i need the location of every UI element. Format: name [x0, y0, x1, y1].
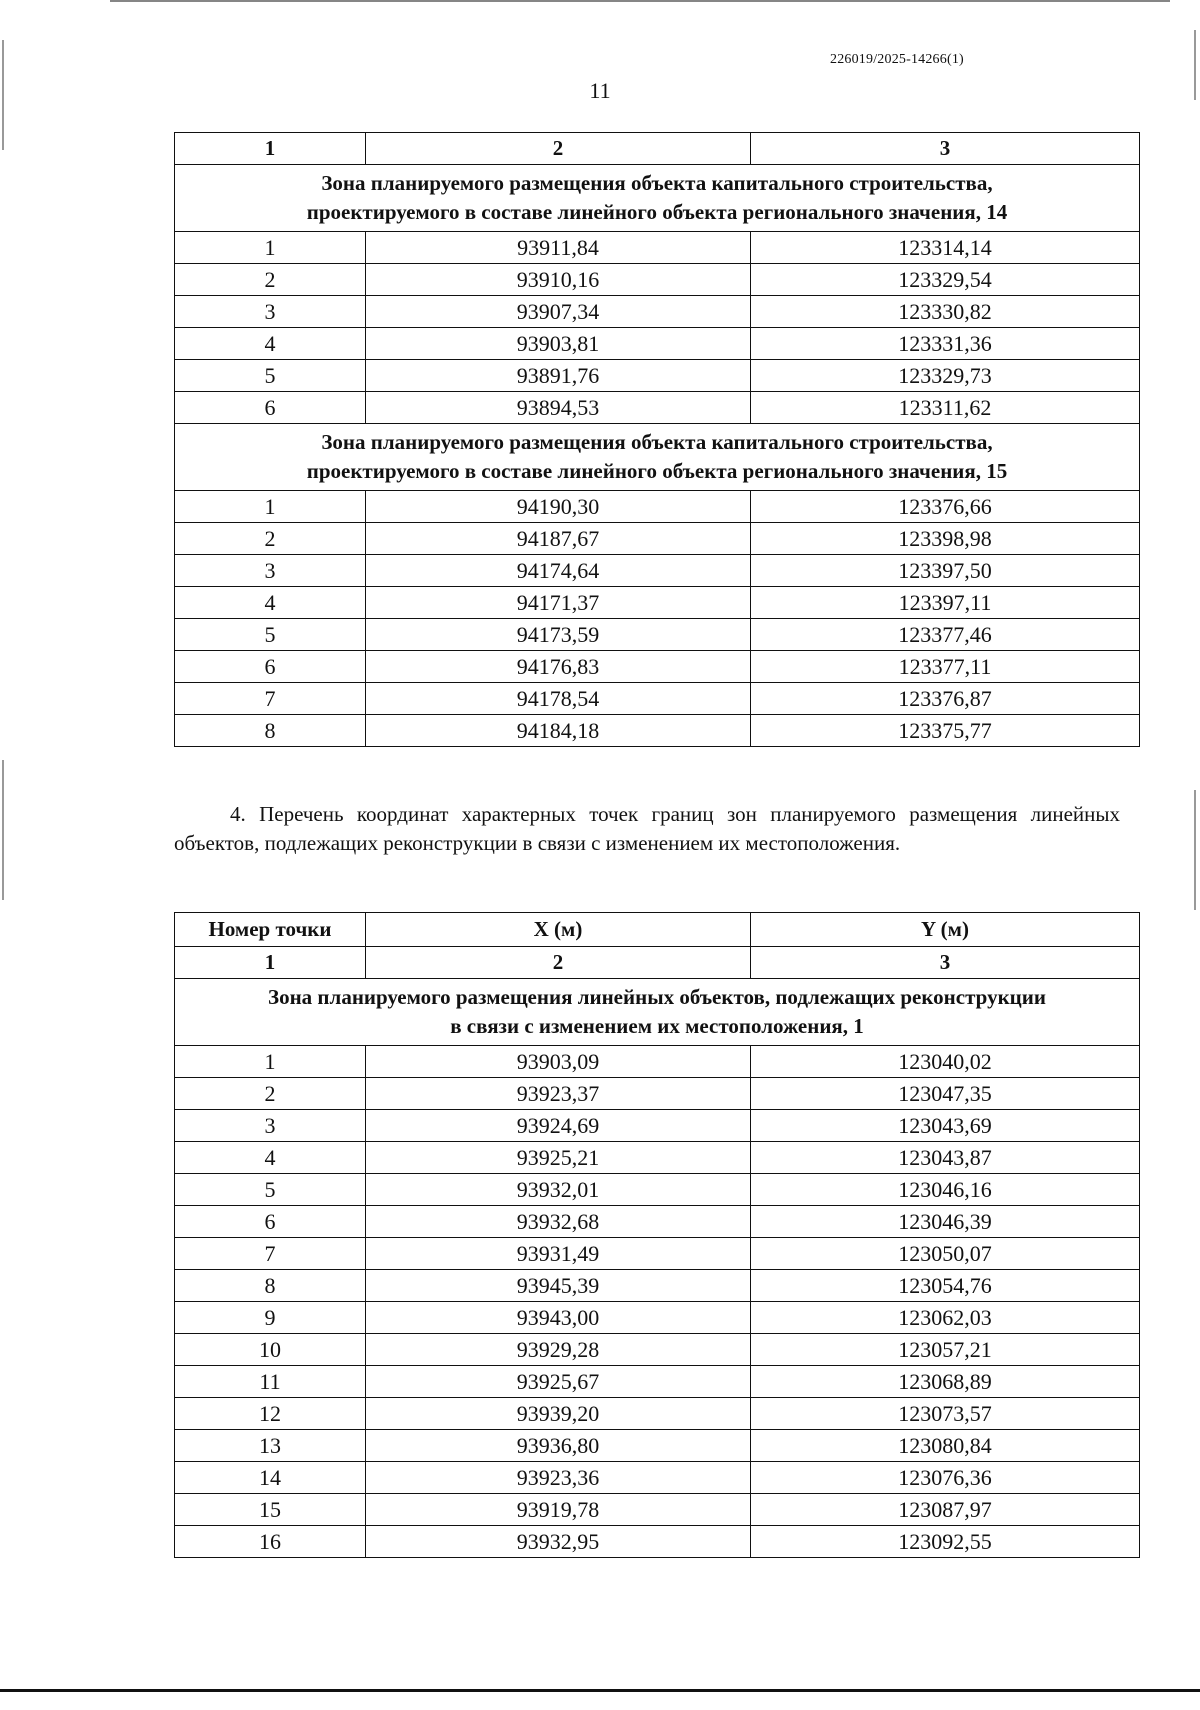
table-row	[175, 1110, 1140, 1142]
y-coordinate-cell: 123054,76	[751, 1270, 1140, 1302]
table-row	[175, 1078, 1140, 1110]
x-coordinate-cell: 93943,00	[366, 1302, 751, 1334]
x-coordinate-cell: 93923,37	[366, 1078, 751, 1110]
coordinates-table-1	[174, 132, 1140, 747]
point-number-cell: 7	[175, 683, 366, 715]
table-row	[175, 1270, 1140, 1302]
zone-title-line: проектируемого в составе линейного объекта регионального значения, 14	[306, 200, 1008, 224]
table-row	[175, 1302, 1140, 1334]
point-number-cell: 15	[175, 1494, 366, 1526]
zone-title-row	[175, 424, 1140, 491]
point-number-cell: 2	[175, 523, 366, 555]
column-number-cell: 3	[751, 133, 1140, 165]
x-coordinate-cell: 94171,37	[366, 587, 751, 619]
point-number-cell: 2	[175, 264, 366, 296]
x-coordinate-cell: 93910,16	[366, 264, 751, 296]
y-coordinate-cell: 123057,21	[751, 1334, 1140, 1366]
x-coordinate-cell: 94187,67	[366, 523, 751, 555]
y-coordinate-cell: 123046,39	[751, 1206, 1140, 1238]
zone-title-line: проектируемого в составе линейного объекта регионального значения, 15	[306, 459, 1008, 483]
table-row	[175, 683, 1140, 715]
scan-edge-bottom	[0, 1689, 1200, 1692]
table-row	[175, 1526, 1140, 1558]
y-coordinate-cell: 123376,66	[751, 491, 1140, 523]
y-coordinate-cell: 123377,11	[751, 651, 1140, 683]
column-number-row	[175, 133, 1140, 165]
y-coordinate-cell: 123330,82	[751, 296, 1140, 328]
table-row	[175, 1046, 1140, 1078]
coordinates-table-2	[174, 912, 1140, 1558]
point-number-cell: 9	[175, 1302, 366, 1334]
zone-title-cell	[175, 165, 1140, 232]
x-coordinate-cell: 94176,83	[366, 651, 751, 683]
y-coordinate-cell: 123398,98	[751, 523, 1140, 555]
x-coordinate-cell: 93936,80	[366, 1430, 751, 1462]
column-number-cell: 1	[175, 947, 366, 979]
point-number-cell: 8	[175, 1270, 366, 1302]
table-row	[175, 360, 1140, 392]
scan-margin-mark	[1194, 790, 1196, 910]
x-coordinate-cell: 93919,78	[366, 1494, 751, 1526]
table-row	[175, 296, 1140, 328]
x-coordinate-cell: 93925,21	[366, 1142, 751, 1174]
y-coordinate-cell: 123062,03	[751, 1302, 1140, 1334]
table-row	[175, 328, 1140, 360]
header-point-number: Номер точки	[175, 913, 366, 947]
point-number-cell: 5	[175, 360, 366, 392]
table-row	[175, 1206, 1140, 1238]
y-coordinate-cell: 123375,77	[751, 715, 1140, 747]
x-coordinate-cell: 93903,81	[366, 328, 751, 360]
y-coordinate-cell: 123331,36	[751, 328, 1140, 360]
y-coordinate-cell: 123073,57	[751, 1398, 1140, 1430]
y-coordinate-cell: 123311,62	[751, 392, 1140, 424]
point-number-cell: 1	[175, 491, 366, 523]
y-coordinate-cell: 123040,02	[751, 1046, 1140, 1078]
zone-title-line: в связи с изменением их местоположения, 1	[450, 1014, 864, 1038]
x-coordinate-cell: 93929,28	[366, 1334, 751, 1366]
point-number-cell: 13	[175, 1430, 366, 1462]
y-coordinate-cell: 123329,54	[751, 264, 1140, 296]
point-number-cell: 1	[175, 1046, 366, 1078]
table-row	[175, 587, 1140, 619]
y-coordinate-cell: 123043,69	[751, 1110, 1140, 1142]
point-number-cell: 3	[175, 555, 366, 587]
point-number-cell: 3	[175, 1110, 366, 1142]
x-coordinate-cell: 93932,01	[366, 1174, 751, 1206]
column-number-cell: 2	[366, 133, 751, 165]
header-x: X (м)	[366, 913, 751, 947]
x-coordinate-cell: 93907,34	[366, 296, 751, 328]
page-number: 11	[589, 78, 611, 103]
point-number-cell: 12	[175, 1398, 366, 1430]
point-number-cell: 8	[175, 715, 366, 747]
x-coordinate-cell: 94174,64	[366, 555, 751, 587]
table-row	[175, 1174, 1140, 1206]
y-coordinate-cell: 123076,36	[751, 1462, 1140, 1494]
column-number-row	[175, 947, 1140, 979]
table-row	[175, 392, 1140, 424]
x-coordinate-cell: 93903,09	[366, 1046, 751, 1078]
zone-title-line: Зона планируемого размещения линейных объектов, подлежащих реконструкции	[268, 985, 1046, 1009]
x-coordinate-cell: 93932,68	[366, 1206, 751, 1238]
x-coordinate-cell: 94173,59	[366, 619, 751, 651]
y-coordinate-cell: 123314,14	[751, 232, 1140, 264]
point-number-cell: 5	[175, 619, 366, 651]
x-coordinate-cell: 93923,36	[366, 1462, 751, 1494]
point-number-cell: 4	[175, 1142, 366, 1174]
zone-title-line: Зона планируемого размещения объекта капитального строительства,	[321, 171, 993, 195]
y-coordinate-cell: 123092,55	[751, 1526, 1140, 1558]
table-row	[175, 1366, 1140, 1398]
table-row	[175, 651, 1140, 683]
table-row	[175, 1142, 1140, 1174]
point-number-cell: 4	[175, 587, 366, 619]
x-coordinate-cell: 94190,30	[366, 491, 751, 523]
x-coordinate-cell: 93939,20	[366, 1398, 751, 1430]
zone-title-cell	[175, 979, 1140, 1046]
y-coordinate-cell: 123068,89	[751, 1366, 1140, 1398]
y-coordinate-cell: 123080,84	[751, 1430, 1140, 1462]
y-coordinate-cell: 123397,50	[751, 555, 1140, 587]
column-header-row	[175, 913, 1140, 947]
point-number-cell: 6	[175, 392, 366, 424]
scan-margin-mark	[2, 760, 4, 900]
point-number-cell: 14	[175, 1462, 366, 1494]
y-coordinate-cell: 123087,97	[751, 1494, 1140, 1526]
x-coordinate-cell: 93932,95	[366, 1526, 751, 1558]
x-coordinate-cell: 93925,67	[366, 1366, 751, 1398]
x-coordinate-cell: 93931,49	[366, 1238, 751, 1270]
column-number-cell: 1	[175, 133, 366, 165]
point-number-cell: 5	[175, 1174, 366, 1206]
x-coordinate-cell: 93945,39	[366, 1270, 751, 1302]
zone-title-cell	[175, 424, 1140, 491]
scan-edge-top	[110, 0, 1170, 2]
table-row	[175, 1398, 1140, 1430]
zone-title-row	[175, 165, 1140, 232]
point-number-cell: 11	[175, 1366, 366, 1398]
table-row	[175, 491, 1140, 523]
zone-title-line: Зона планируемого размещения объекта капитального строительства,	[321, 430, 993, 454]
y-coordinate-cell: 123376,87	[751, 683, 1140, 715]
x-coordinate-cell: 94178,54	[366, 683, 751, 715]
y-coordinate-cell: 123046,16	[751, 1174, 1140, 1206]
table-row	[175, 1238, 1140, 1270]
table-row	[175, 555, 1140, 587]
x-coordinate-cell: 93924,69	[366, 1110, 751, 1142]
x-coordinate-cell: 93891,76	[366, 360, 751, 392]
y-coordinate-cell: 123043,87	[751, 1142, 1140, 1174]
point-number-cell: 2	[175, 1078, 366, 1110]
table-row	[175, 715, 1140, 747]
table-row	[175, 1334, 1140, 1366]
x-coordinate-cell: 93894,53	[366, 392, 751, 424]
y-coordinate-cell: 123050,07	[751, 1238, 1140, 1270]
document-number: 226019/2025-14266(1)	[830, 52, 964, 67]
y-coordinate-cell: 123377,46	[751, 619, 1140, 651]
zone-title-row	[175, 979, 1140, 1046]
column-number-cell: 3	[751, 947, 1140, 979]
table-row	[175, 1462, 1140, 1494]
point-number-cell: 1	[175, 232, 366, 264]
table-row	[175, 1494, 1140, 1526]
header-y: Y (м)	[751, 913, 1140, 947]
point-number-cell: 10	[175, 1334, 366, 1366]
y-coordinate-cell: 123047,35	[751, 1078, 1140, 1110]
x-coordinate-cell: 93911,84	[366, 232, 751, 264]
table-row	[175, 264, 1140, 296]
y-coordinate-cell: 123329,73	[751, 360, 1140, 392]
point-number-cell: 4	[175, 328, 366, 360]
coordinates-table-1-body	[175, 133, 1140, 747]
x-coordinate-cell: 94184,18	[366, 715, 751, 747]
column-number-cell: 2	[366, 947, 751, 979]
table-row	[175, 1430, 1140, 1462]
point-number-cell: 6	[175, 1206, 366, 1238]
section-4-paragraph: 4. Перечень координат характерных точек границ зон планируемого размещения линейных объектов, подлежащих реконструкции в связи с изменением их местоположения.	[174, 802, 1120, 855]
coordinates-table-2-body	[175, 913, 1140, 1558]
table-row	[175, 523, 1140, 555]
point-number-cell: 16	[175, 1526, 366, 1558]
point-number-cell: 6	[175, 651, 366, 683]
y-coordinate-cell: 123397,11	[751, 587, 1140, 619]
point-number-cell: 3	[175, 296, 366, 328]
point-number-cell: 7	[175, 1238, 366, 1270]
table-row	[175, 232, 1140, 264]
table-row	[175, 619, 1140, 651]
